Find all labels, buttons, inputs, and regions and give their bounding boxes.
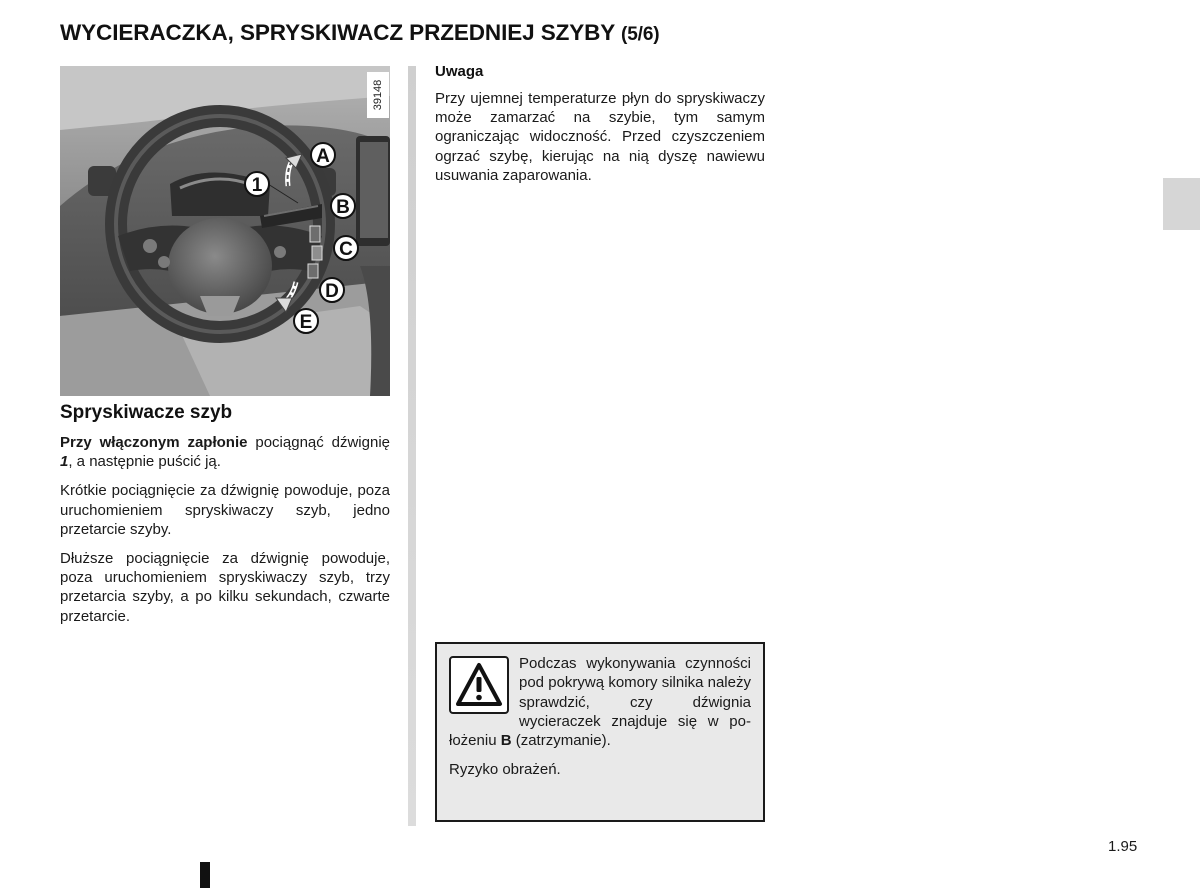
paragraph-3: Dłuższe pociągnięcie za dźwignię powoduje, poza uruchomieniem spryskiwaczy szyb, trzy przetarcia szyby, a po kilku sekundach, czwarte przetarcie. [60,550,390,625]
warning-triangle-icon [449,656,509,714]
bottom-crop-mark [200,862,210,888]
illustration-ref-code [367,72,389,118]
chapter-tab [1163,178,1200,230]
callout-a: A [316,146,330,167]
note-text: Przy ujemnej temperaturze płyn do spryskiwaczy może zamarzać na szybie, tym samym ograniczając widoczność. Przed czyszczeniem ogrzać szybę, kierując na nią dyszę nawiewu usuwania zaparowania. [435,90,765,184]
callout-c: C [339,239,353,260]
callout-1: 1 [251,175,263,196]
warning-risk: Ryzyko obrażeń. [449,761,561,779]
callout-b: B [336,197,350,218]
warning-text-b: (zatrzymanie). [511,732,611,750]
note-block [435,63,765,195]
p1-text-b: , a następnie puścić ją. [68,453,221,471]
callout-d: D [325,281,339,302]
note-title: Uwaga [435,63,484,80]
steering-wheel-illustration [60,66,390,396]
warning-text-a: Podczas wykonywania czynności pod pokrywą komory silnika należy sprawdzić, czy dźwignia wycieraczek znajduje się w położeniu [449,655,751,750]
warning-box [435,642,765,822]
page-title-text: WYCIERACZKA, SPRYSKIWACZ PRZEDNIEJ SZYBY [60,20,615,45]
ref-code-text: 39148 [372,79,384,111]
callout-labels [60,66,390,396]
section-heading: Spryskiwacze szyb [60,402,233,423]
left-column-text [60,433,390,636]
page-title-part: (5/6) [620,24,660,45]
page-number: 1.95 [1108,838,1138,855]
page-title [60,20,660,46]
callout-e: E [299,312,313,333]
warning-position-b: B [500,732,512,750]
p1-text-a: pociągnąć dźwignię [247,434,390,451]
paragraph-2: Krótkie pociągnięcie za dźwignię powoduje, poza uruchomieniem spryskiwaczy szyb, jedno przetarcie szyby. [60,482,390,538]
column-divider [408,66,416,826]
p1-bold: Przy włączonym zapłonie [60,434,248,451]
p1-lever-number: 1 [60,453,69,471]
paragraph-1 [60,433,390,471]
